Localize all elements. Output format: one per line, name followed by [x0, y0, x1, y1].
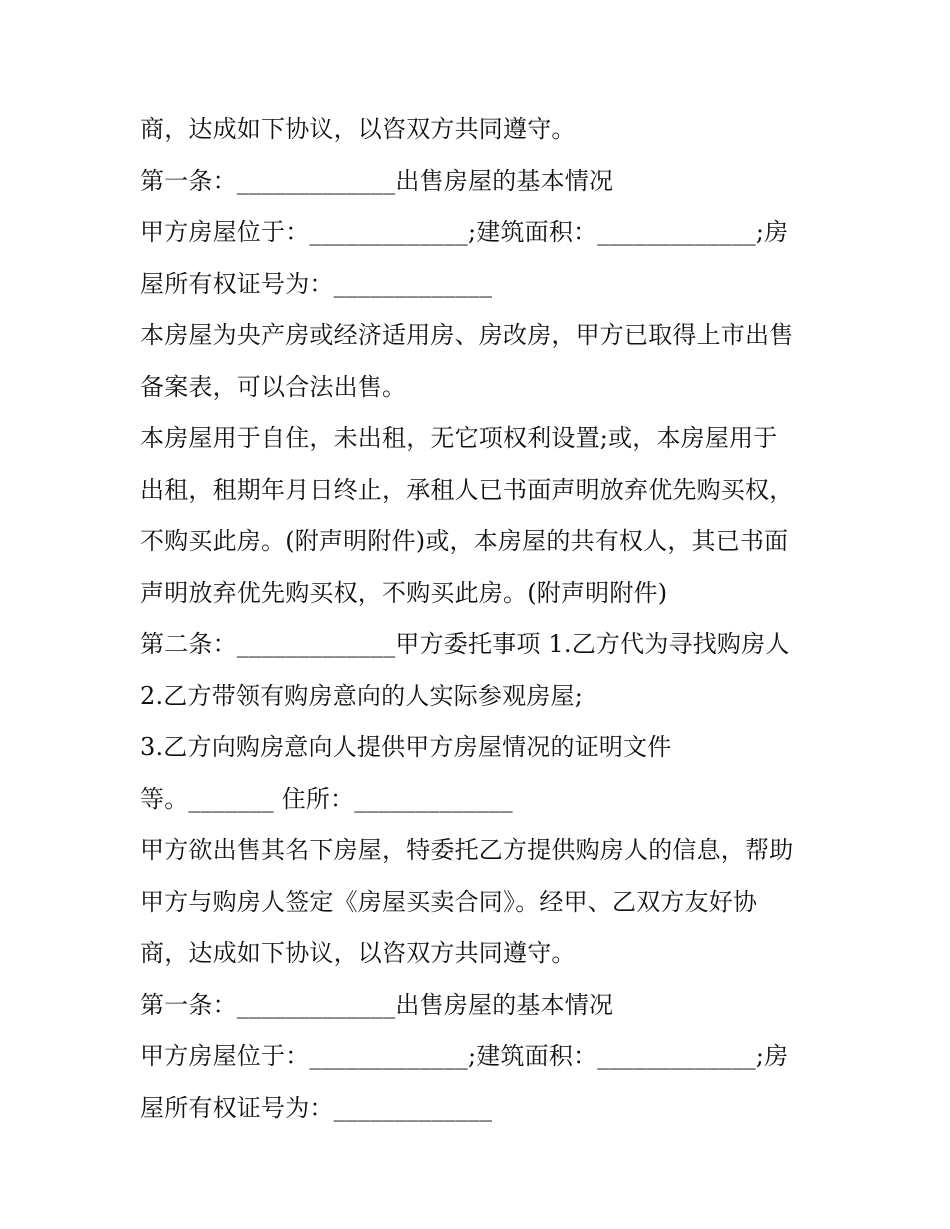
contract-text-block — [140, 106, 830, 1136]
text-line: 第二条：_____________甲方委托事项 1.乙方代为寻找购房人 — [140, 630, 790, 658]
text-line: 甲方欲出售其名下房屋，特委托乙方提供购房人的信息，帮助 — [140, 836, 794, 864]
text-line: 第一条：_____________出售房屋的基本情况 — [140, 990, 614, 1019]
text-line: 屋所有权证号为：_____________ — [140, 269, 493, 298]
text-line: 本房屋为央产房或经济适用房、房改房，甲方已取得上市出售 — [140, 321, 794, 349]
text-line: 商，达成如下协议，以咨双方共同遵守。 — [140, 939, 576, 967]
text-line: 不购买此房。(附声明附件)或，本房屋的共有权人，其已书面 — [140, 527, 789, 555]
text-line: 甲方与购房人签定《房屋买卖合同》。经甲、乙双方友好协 — [140, 887, 758, 916]
text-line: 本房屋用于自住，未出租，无它项权利设置;或，本房屋用于 — [140, 424, 778, 452]
text-line: 甲方房屋位于：_____________;建筑面积：_____________;房 — [140, 1042, 789, 1070]
text-line: 等。_______ 住所：_____________ — [140, 784, 513, 813]
text-line: 2.乙方带领有购房意向的人实际参观房屋; — [140, 681, 583, 710]
text-line: 3.乙方向购房意向人提供甲方房屋情况的证明文件 — [140, 733, 672, 761]
text-line: 备案表，可以合法出售。 — [140, 372, 407, 401]
text-line: 出租，租期年月日终止，承租人已书面声明放弃优先购买权， — [140, 475, 794, 504]
text-line: 第一条：_____________出售房屋的基本情况 — [140, 166, 614, 195]
text-line: 屋所有权证号为：_____________ — [140, 1093, 493, 1122]
text-line: 甲方房屋位于：_____________;建筑面积：_____________;房 — [140, 218, 789, 246]
text-line: 声明放弃优先购买权，不购买此房。(附声明附件) — [140, 578, 668, 607]
text-line: 商，达成如下协议，以咨双方共同遵守。 — [140, 115, 576, 143]
